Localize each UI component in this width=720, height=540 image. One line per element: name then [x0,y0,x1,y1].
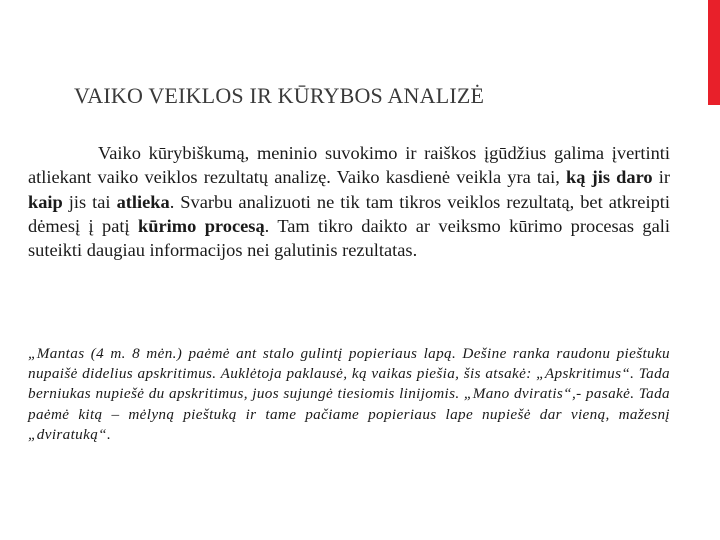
paragraph-text: Vaiko kūrybiškumą, meninio suvokimo ir raiškos įgūdžius galima įvertinti atliekant vaiko veiklos rezultatų analizę. Vaiko kasdienė veikla yra tai, [28,143,670,188]
paragraph-text: ir [652,167,670,188]
emphasis-kurimo-procesa: kūrimo procesą [138,215,265,236]
accent-bar [708,0,720,105]
paragraph-text: . Svarbu analizuoti ne tik tam tikros veiklos rezultatą, bet atkreipti dėmesį į patį [28,191,670,236]
body-paragraph [28,141,670,262]
paragraph-text: . Tam tikro daikto ar veiksmo kūrimo procesas gali suteikti daugiau informacijos nei galutinis rezultatas. [28,215,670,261]
slide-title: VAIKO VEIKLOS IR KŪRYBOS ANALIZĖ [74,83,485,108]
emphasis-ka-jis-daro: ką jis daro [566,167,653,188]
paragraph-text: jis tai [62,191,117,212]
emphasis-atlieka: atlieka [116,191,170,212]
emphasis-kaip: kaip [28,191,63,212]
example-quote: „Mantas (4 m. 8 mėn.) paėmė ant stalo gulintį popieriaus lapą. Dešine ranka raudonu pieštuku nupaišė didelius apskritimus. Auklėtoja paklausė, ką vaikas piešia, šis atsakė: „Apskritimus“. Tada berniukas nupiešė du apskritimus, juos sujungė tiesiomis linijomis. „Mano dviratis“,- pasakė. Tada paėmė kitą – mėlyną pieštuką ir tame pačiame popieriaus lape nupiešė dar vieną, mažesnį „dviratuką“. [28,345,670,443]
